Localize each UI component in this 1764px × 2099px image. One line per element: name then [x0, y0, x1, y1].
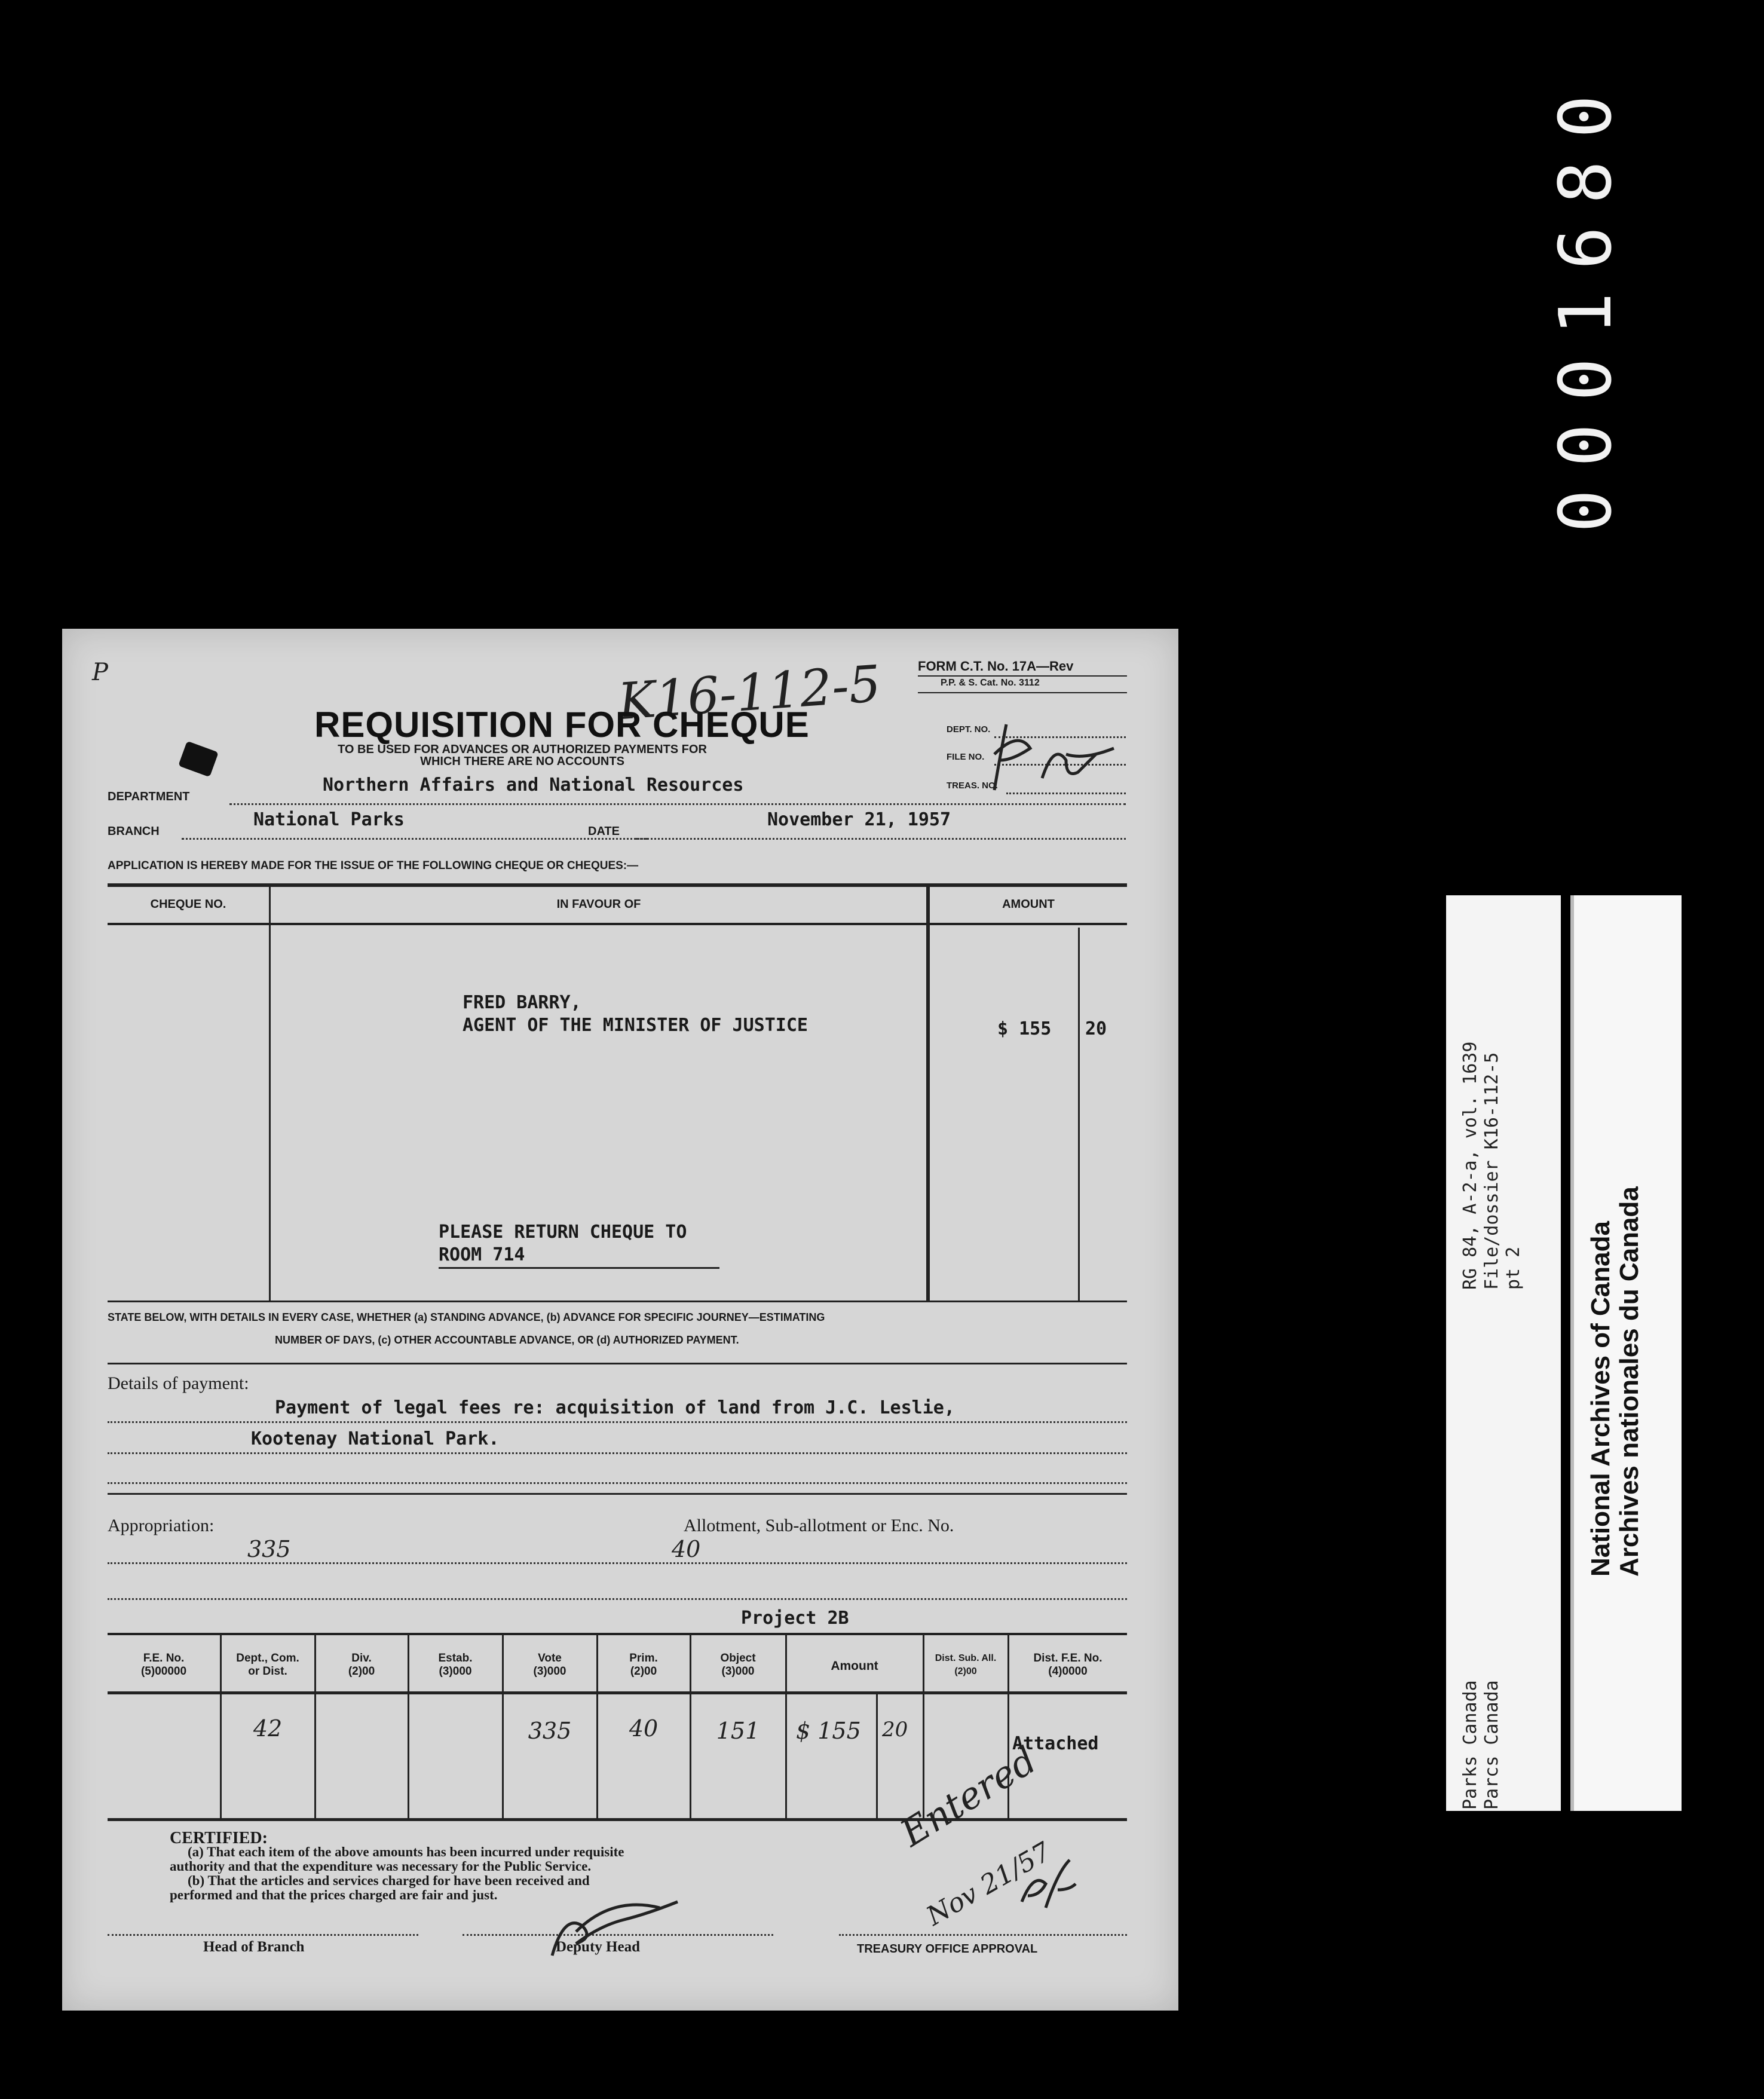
coding-header-div [316, 1652, 408, 1678]
coding-header-amount: Amount [831, 1659, 878, 1673]
punch-hole-mark [178, 741, 219, 777]
handwritten-file-number: K16-112-5 [616, 654, 883, 732]
coding-header-object [691, 1652, 785, 1678]
cheque-table-bottom-rule [108, 1301, 1127, 1302]
coding-object-value: 151 [716, 1718, 760, 1744]
coding-header-div-line-2: (2)00 [348, 1665, 375, 1678]
details-label: Details of payment: [108, 1373, 249, 1393]
frame-number-digit: 6 [1545, 226, 1628, 270]
coding-table-top-rule [108, 1633, 1127, 1635]
coding-header-estab-line-1: Estab. [438, 1652, 473, 1664]
file-no-label: FILE NO. [947, 752, 985, 762]
certified-line-4: performed and that the prices charged are fair and just. [170, 1887, 498, 1902]
details-line-2: Kootenay National Park. [251, 1428, 500, 1449]
institution-line-2: Archives nationales du Canada [1615, 1186, 1644, 1577]
date-label: DATE [588, 825, 620, 838]
cheque-table-header-rule [108, 923, 1127, 925]
allotment-label: Allotment, Sub-allotment or Enc. No. [684, 1516, 954, 1535]
entered-stamp-word: Entered [893, 1738, 1045, 1855]
cheque-col-divider-2 [926, 887, 930, 1301]
coding-dept-value: 42 [253, 1715, 283, 1742]
coding-header-vote-line-1: Vote [538, 1652, 562, 1664]
cheque-table-top-rule [108, 883, 1127, 887]
form-subtitle-line-2: WHICH THERE ARE NO ACCOUNTS [420, 755, 624, 768]
reference-line-2: File/dossier K16-112-5 [1481, 1052, 1502, 1290]
certified-line-3: (b) That the articles and services charged for have been received and [188, 1873, 590, 1888]
state-below-rule [108, 1363, 1127, 1364]
details-dotline-3 [108, 1482, 1127, 1484]
branch-value: National Parks [253, 809, 405, 830]
coding-amount-cents: 20 [882, 1718, 908, 1742]
cheque-amount-dollars: $ 155 [997, 1018, 1052, 1039]
treasury-approval-line [839, 1934, 1127, 1936]
requisition-document [62, 629, 1178, 2011]
coding-header-fe-no [108, 1652, 220, 1678]
form-number-rule [918, 675, 1127, 677]
date-line [636, 838, 1126, 840]
frame-number-digit: 1 [1545, 292, 1628, 336]
parks-line-1: Parks Canada [1460, 1680, 1481, 1810]
coding-header-dept-line-1: Dept., Com. [236, 1652, 299, 1664]
frame-number [1539, 72, 1634, 550]
coding-header-prim [598, 1652, 690, 1678]
coding-header-dist-sub-all [924, 1652, 1007, 1678]
in-favour-of-header: IN FAVOUR OF [556, 898, 641, 911]
treas-no-label: TREAS. NO. [947, 781, 998, 791]
coding-vote-value: 335 [528, 1718, 572, 1744]
branch-line [182, 838, 648, 840]
department-label: DEPARTMENT [108, 790, 190, 803]
coding-prim-value: 40 [629, 1715, 659, 1742]
archive-reference-label [1446, 895, 1561, 1811]
coding-header-vote [503, 1652, 596, 1678]
entered-stamp-date: Nov 21/57 [921, 1836, 1056, 1932]
initials-scribble [976, 718, 1120, 796]
coding-header-fe-no-line-2: (5)00000 [140, 1665, 187, 1678]
coding-header-vote-line-2: (3)000 [533, 1665, 566, 1678]
frame-number-digit: 0 [1545, 489, 1628, 533]
form-subtitle-line-1: TO BE USED FOR ADVANCES OR AUTHORIZED PAYMENTS FOR [338, 743, 707, 756]
appropriation-dotline-2 [108, 1598, 1127, 1600]
coding-header-fe-no-line-1: F.E. No. [143, 1652, 185, 1664]
branch-label: BRANCH [108, 825, 160, 838]
certified-line-1: (a) That each item of the above amounts has been incurred under requisite [188, 1844, 624, 1859]
entered-initials [1010, 1848, 1082, 1920]
return-cheque-line-2: ROOM 714 [439, 1244, 525, 1265]
deputy-head-label: Deputy Head [556, 1939, 640, 1955]
coding-header-dist-sub-all-line-2: (2)00 [954, 1666, 977, 1676]
coding-header-dist-sub-all-line-1: Dist. Sub. All. [935, 1653, 997, 1663]
frame-number-digit: 0 [1545, 94, 1628, 139]
state-below-line-1: STATE BELOW, WITH DETAILS IN EVERY CASE, WHETHER (a) STANDING ADVANCE, (b) ADVANCE FOR SPECIFIC JOURNEY—ESTIMATING [108, 1311, 825, 1323]
return-cheque-underline [439, 1267, 719, 1269]
dept-no-label: DEPT. NO. [947, 724, 991, 735]
state-below-line-2: NUMBER OF DAYS, (c) OTHER ACCOUNTABLE ADVANCE, OR (d) AUTHORIZED PAYMENT. [275, 1334, 739, 1346]
certified-line-2: authority and that the expenditure was necessary for the Public Service. [170, 1859, 592, 1874]
coding-dist-fe-value: Attached [1012, 1733, 1099, 1754]
form-cat-rule [918, 692, 1127, 693]
amount-header: AMOUNT [1002, 898, 1055, 911]
reference-line-1: RG 84, A-2-a, vol. 1639 [1460, 1041, 1481, 1290]
cheque-cents-divider [1078, 928, 1080, 1301]
appropriation-dotline [108, 1562, 1127, 1564]
coding-header-estab [409, 1652, 502, 1678]
cheque-col-divider-1 [269, 887, 271, 1301]
return-cheque-line-1: PLEASE RETURN CHEQUE TO [439, 1222, 687, 1243]
coding-header-estab-line-2: (3)000 [439, 1665, 472, 1678]
corner-mark: P [92, 659, 108, 686]
coding-amount-value: $ 155 [796, 1718, 861, 1744]
head-of-branch-label: Head of Branch [203, 1939, 305, 1955]
department-value: Northern Affairs and National Resources [323, 775, 744, 795]
details-bottom-rule [108, 1493, 1127, 1495]
application-statement: APPLICATION IS HEREBY MADE FOR THE ISSUE OF THE FOLLOWING CHEQUE OR CHEQUES:— [108, 859, 639, 872]
form-title: REQUISITION FOR CHEQUE [314, 705, 810, 745]
parks-line-2: Parcs Canada [1481, 1680, 1502, 1810]
certified-label: CERTIFIED: [170, 1829, 268, 1847]
institution-line-1: National Archives of Canada [1586, 1221, 1615, 1577]
coding-table-header-rule [108, 1691, 1127, 1694]
coding-header-object-line-1: Object [720, 1652, 756, 1664]
appropriation-value: 335 [247, 1536, 291, 1562]
form-number: FORM C.T. No. 17A—Rev [918, 659, 1074, 674]
coding-header-prim-line-2: (2)00 [630, 1665, 657, 1678]
treasury-approval-label: TREASURY OFFICE APPROVAL [857, 1942, 1038, 1956]
details-line-1: Payment of legal fees re: acquisition of land from J.C. Leslie, [275, 1397, 955, 1418]
cheque-no-header: CHEQUE NO. [150, 898, 226, 911]
coding-header-dist-fe-no-line-1: Dist. F.E. No. [1033, 1652, 1102, 1664]
coding-header-dept-line-2: or Dist. [248, 1665, 287, 1678]
frame-number-digit: 8 [1545, 160, 1628, 204]
reference-line-3: pt 2 [1503, 1246, 1524, 1290]
frame-number-digit: 0 [1545, 423, 1628, 467]
payee-line-2: AGENT OF THE MINISTER OF JUSTICE [463, 1015, 808, 1036]
allotment-value: 40 [672, 1536, 701, 1562]
frame-number-digit: 0 [1545, 357, 1628, 402]
project-value: Project 2B [741, 1608, 849, 1629]
archive-institution-label [1570, 895, 1682, 1811]
coding-header-object-line-2: (3)000 [721, 1665, 755, 1678]
form-cat: P.P. & S. Cat. No. 3112 [941, 678, 1040, 688]
coding-header-dept [221, 1652, 314, 1678]
payee-line-1: FRED BARRY, [463, 992, 581, 1013]
details-dotline-2 [108, 1452, 1127, 1454]
coding-header-dist-fe-no-line-2: (4)0000 [1048, 1665, 1088, 1678]
appropriation-label: Appropriation: [108, 1516, 215, 1535]
coding-amount-cents-divider [876, 1691, 878, 1818]
details-dotline-1 [108, 1421, 1127, 1423]
coding-header-prim-line-1: Prim. [629, 1652, 658, 1664]
coding-header-dist-fe-no [1009, 1652, 1127, 1678]
department-line [229, 803, 1126, 805]
head-of-branch-line [108, 1934, 418, 1936]
cheque-amount-cents: 20 [1085, 1018, 1107, 1039]
coding-header-div-line-1: Div. [351, 1652, 372, 1664]
date-value: November 21, 1957 [767, 809, 951, 830]
